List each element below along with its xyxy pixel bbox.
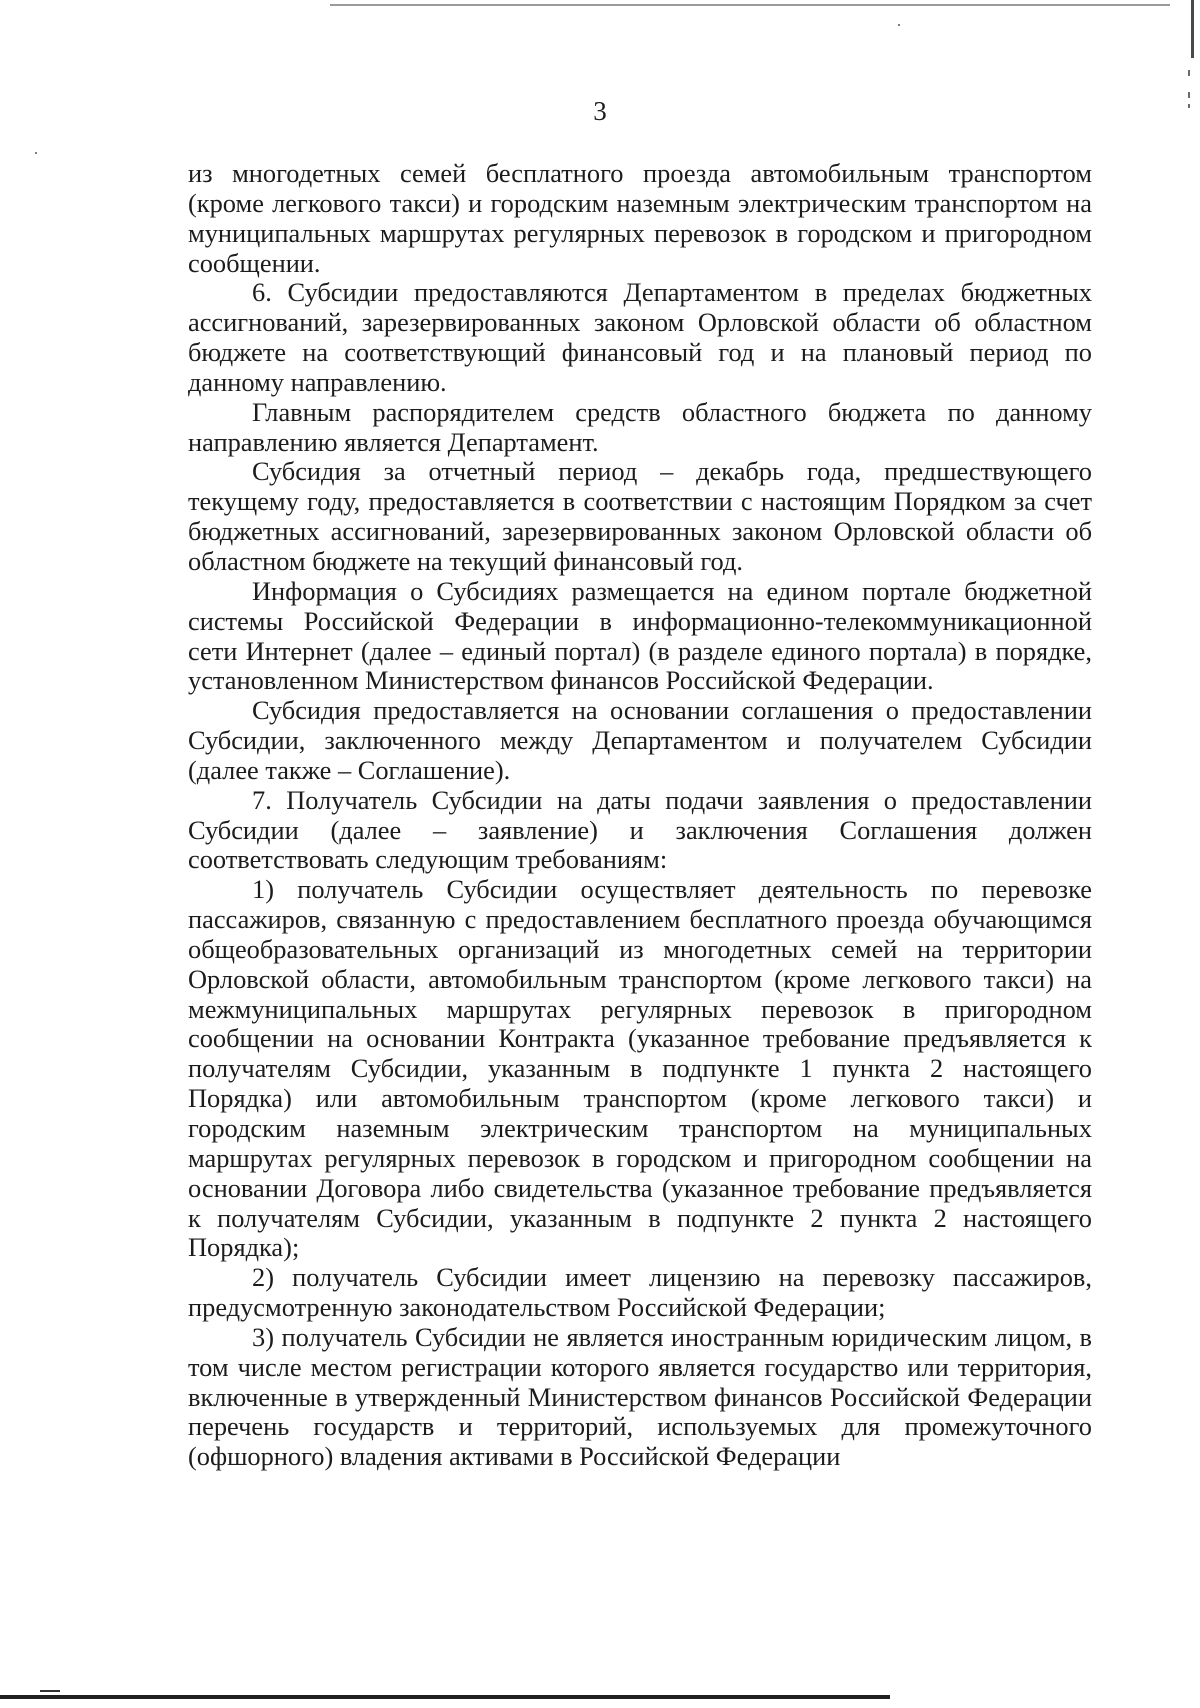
document-paragraph: 3) получатель Субсидии не является иностранным юридическим лицом, в том числе местом регистрации которого является государство или территория, включенные в утвержденный Министерством финансов Российской Федерации перечень государств и территорий, используемых для промежуточного (офшорного) владения активами в Российской Федерации bbox=[188, 1321, 1092, 1472]
scan-bottom-edge-line bbox=[0, 1695, 890, 1699]
document-paragraph: из многодетных семей бесплатного проезда автомобильным транспортом (кроме легкового такси) и городским наземным электрическим транспортом на муниципальных маршрутах регулярных перевозок в городском и пригородном сообщении. bbox=[188, 158, 1092, 278]
document-paragraph: Субсидия за отчетный период – декабрь года, предшествующего текущему году, предоставляется в соответствии с настоящим Порядком за счет бюджетных ассигнований, зарезервированных законом Орловской области об областном бюджете на текущий финансовый год. bbox=[188, 456, 1092, 576]
scan-speck bbox=[898, 24, 900, 26]
document-paragraph: 1) получатель Субсидии осуществляет деятельность по перевозке пассажиров, связанную с предоставлением бесплатного проезда обучающимся общеобразовательных организаций из многодетных семей на территории Орловской области, автомобильным транспортом (кроме легкового такси) на межмуниципальных маршрутах регулярных перевозок в пригородном сообщении на основании Контракта (указанное требование предъявляется к получателям Субсидии, указанным в подпункте 1 пункта 2 настоящего Порядка) или автомобильным транспортом (кроме легкового такси) и городским наземным электрическим транспортом на муниципальных маршрутах регулярных перевозок в городском и пригородном сообщении на основании Договора либо свидетельства (указанное требование предъявляется к получателям Субсидии, указанным в подпункте 2 пункта 2 настоящего Порядка); bbox=[188, 874, 1092, 1263]
document-paragraph: 6. Субсидии предоставляются Департаментом в пределах бюджетных ассигнований, зарезервированных законом Орловской области об областном бюджете на соответствующий финансовый год и на плановый период по данному направлению. bbox=[188, 277, 1092, 397]
scan-speck bbox=[35, 152, 37, 154]
document-body bbox=[188, 159, 1092, 1472]
scan-top-edge-line bbox=[330, 4, 1170, 6]
document-paragraph: Информация о Субсидиях размещается на едином портале бюджетной системы Российской Федерации в информационно-телекоммуникационной сети Интернет (далее – единый портал) (в разделе единого портала) в порядке, установленном Министерством финансов Российской Федерации. bbox=[188, 575, 1092, 696]
document-paragraph: 2) получатель Субсидии имеет лицензию на перевозку пассажиров, предусмотренную законодательством Российской Федерации; bbox=[188, 1262, 1092, 1323]
document-paragraph: 7. Получатель Субсидии на даты подачи заявления о предоставлении Субсидии (далее – заявление) и заключения Соглашения должен соответствовать следующим требованиям: bbox=[188, 784, 1092, 875]
page-number: 3 bbox=[593, 96, 607, 126]
scan-right-edge-dash bbox=[1188, 70, 1190, 76]
document-paragraph: Главным распорядителем средств областного бюджета по данному направлению является Департамент. bbox=[188, 396, 1092, 457]
scan-right-edge-mark bbox=[1191, 0, 1194, 58]
document-paragraph: Субсидия предоставляется на основании соглашения о предоставлении Субсидии, заключенного между Департаментом и получателем Субсидии (далее также – Соглашение). bbox=[188, 695, 1092, 785]
scan-bottom-edge-mark bbox=[40, 1690, 60, 1692]
